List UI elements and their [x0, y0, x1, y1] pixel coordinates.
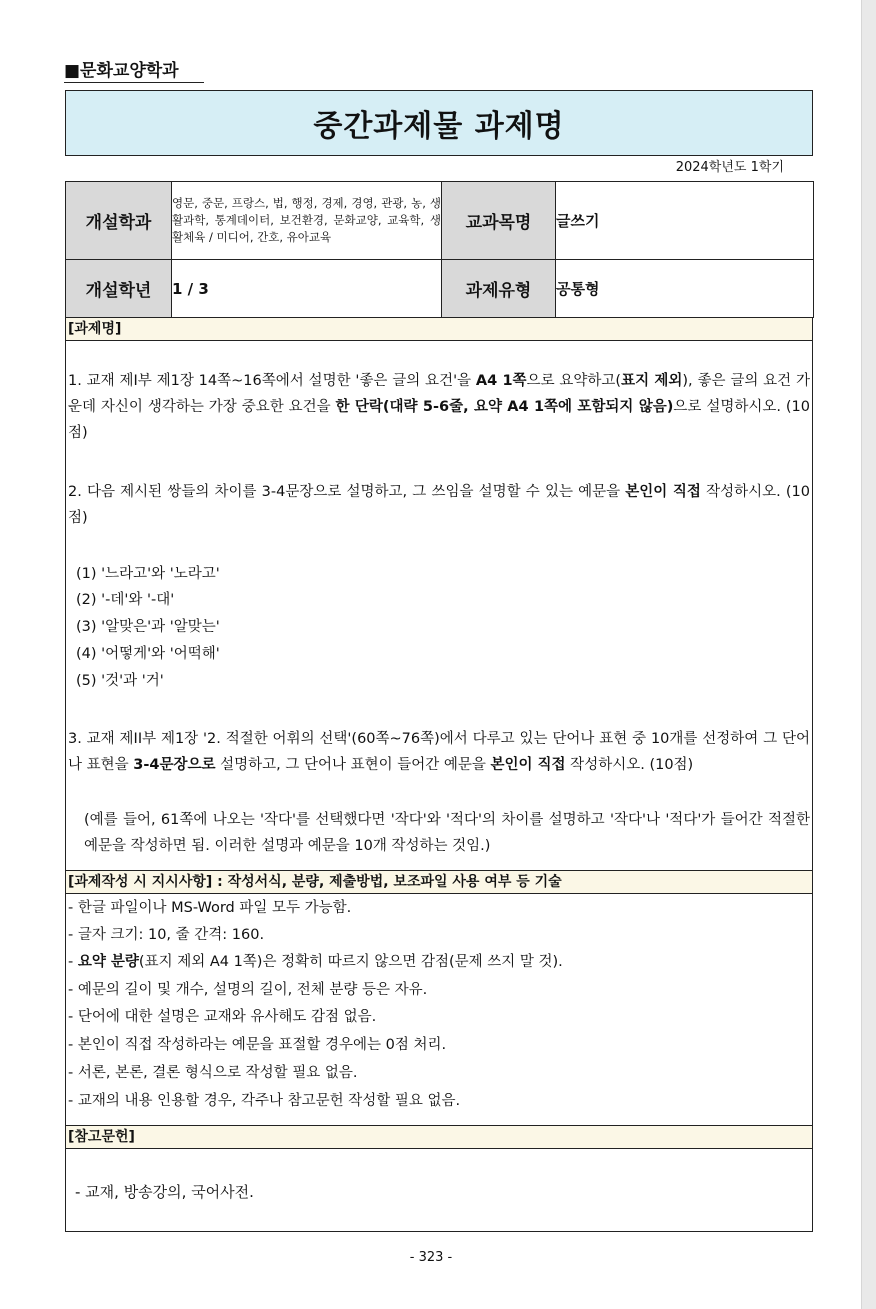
academic-year: 2024학년도 1학기: [675, 160, 784, 175]
instruction-item: - 단어에 대한 설명은 교재와 유사해도 감점 없음.: [68, 1009, 377, 1025]
department-label: ■문화교양학과: [64, 60, 204, 83]
question-3: [68, 726, 810, 778]
q3-example: (예를 들어, 61쪽에 나오는 '작다'를 선택했다면 '작다'와 '적다'의 차이를 설명하고 '작다'나 '적다'가 들어간 적절한 예문을 작성하면 됨. 이러한 설명과 예문을 10개 작성하는 것임.): [84, 812, 810, 854]
q1-text-1: 1. 교재 제I부 제1장 14쪽~16쪽에서 설명한 '좋은 글의 요건'을: [68, 373, 476, 389]
q1-text-2: 으로 요약하고(: [526, 373, 622, 389]
page-title: 중간과제물 과제명: [313, 109, 565, 144]
q1-bold-2: 표지 제외: [621, 373, 683, 389]
q1-text-3: ), 좋은 글의 요건 가운데 자신이 생각하는 가장 중요한 요건을: [68, 373, 810, 415]
type-header: 과제유형: [442, 260, 556, 318]
q2-item: (5) '것'과 '거': [76, 673, 164, 689]
dept-header: 개설학과: [66, 182, 172, 260]
question-2: [68, 479, 810, 531]
q2-item: (2) '-데'와 '-대': [76, 592, 175, 608]
q2-text-2: 작성하시오. (10점): [68, 484, 810, 526]
instruction-item: - 예문의 길이 및 개수, 설명의 길이, 전체 분량 등은 자유.: [68, 982, 428, 998]
q1-text-4: 으로 설명하시오. (10점): [68, 399, 810, 441]
instruction-item: - 서론, 본론, 결론 형식으로 작성할 필요 없음.: [68, 1065, 358, 1081]
vertical-scrollbar[interactable]: [861, 0, 876, 1309]
instruction-prefix: -: [68, 954, 78, 970]
q3-text-3: 작성하시오. (10점): [565, 757, 694, 773]
q2-bold-1: 본인이 직접: [625, 484, 701, 500]
course-header: 교과목명: [442, 182, 556, 260]
q3-text-2: 설명하고, 그 단어나 표현이 들어간 예문을: [215, 757, 491, 773]
q3-bold-2: 본인이 직접: [490, 757, 566, 773]
q1-bold-3: 한 단락(대략 5-6줄, 요약 A4 1쪽에 포함되지 않음): [335, 399, 674, 415]
q2-item: (3) '알맞은'과 '알맞는': [76, 619, 220, 635]
q3-text-1: 3. 교재 제II부 제1장 '2. 적절한 어휘의 선택'(60쪽~76쪽)에서 다루고 있는 단어나 표현 중 10개를 선정하여 그 단어나 표현을: [68, 731, 810, 773]
instruction-item: - 한글 파일이나 MS-Word 파일 모두 가능함.: [68, 900, 352, 916]
dept-value: 영문, 중문, 프랑스, 법, 행정, 경제, 경영, 관광, 농, 생활과학, 통계데이터, 보건환경, 문화교양, 교육학, 생활체육 / 미디어, 간호, 유아교육: [172, 182, 442, 260]
grade-value: 1 / 3: [172, 260, 442, 318]
assignment-heading: [과제명]: [65, 317, 813, 341]
instruction-item: - 본인이 직접 작성하라는 예문을 표절할 경우에는 0점 처리.: [68, 1037, 447, 1053]
page-number: - 323 -: [409, 1250, 453, 1265]
course-info-table: [65, 181, 814, 318]
instructions-heading: [과제작성 시 지시사항] : 작성서식, 분량, 제출방법, 보조파일 사용 여부 등 기술: [65, 870, 813, 894]
references-text: - 교재, 방송강의, 국어사전.: [75, 1183, 254, 1201]
q3-bold-1: 3-4문장으로: [133, 757, 216, 773]
q2-text-1: 2. 다음 제시된 쌍들의 차이를 3-4문장으로 설명하고, 그 쓰임을 설명할 수 있는 예문을: [68, 484, 626, 500]
instruction-rest: (표지 제외 A4 1쪽)은 정확히 따르지 않으면 감점(문제 쓰지 말 것).: [138, 954, 563, 970]
q2-item: (4) '어떻게'와 '어떡해': [76, 646, 220, 662]
references-heading: [참고문헌]: [65, 1125, 813, 1149]
instruction-item: - 글자 크기: 10, 줄 간격: 160.: [68, 927, 265, 943]
title-box: [65, 90, 813, 156]
course-value: 글쓰기: [556, 182, 814, 260]
instruction-bold: 요약 분량: [77, 954, 139, 970]
type-value: 공통형: [556, 260, 814, 318]
question-1: [68, 368, 810, 446]
instruction-item: [68, 950, 563, 974]
q1-bold-1: A4 1쪽: [475, 373, 527, 389]
q2-item: (1) '느라고'와 '노라고': [76, 566, 220, 582]
grade-header: 개설학년: [66, 260, 172, 318]
instruction-item: - 교재의 내용 인용할 경우, 각주나 참고문헌 작성할 필요 없음.: [68, 1093, 461, 1109]
